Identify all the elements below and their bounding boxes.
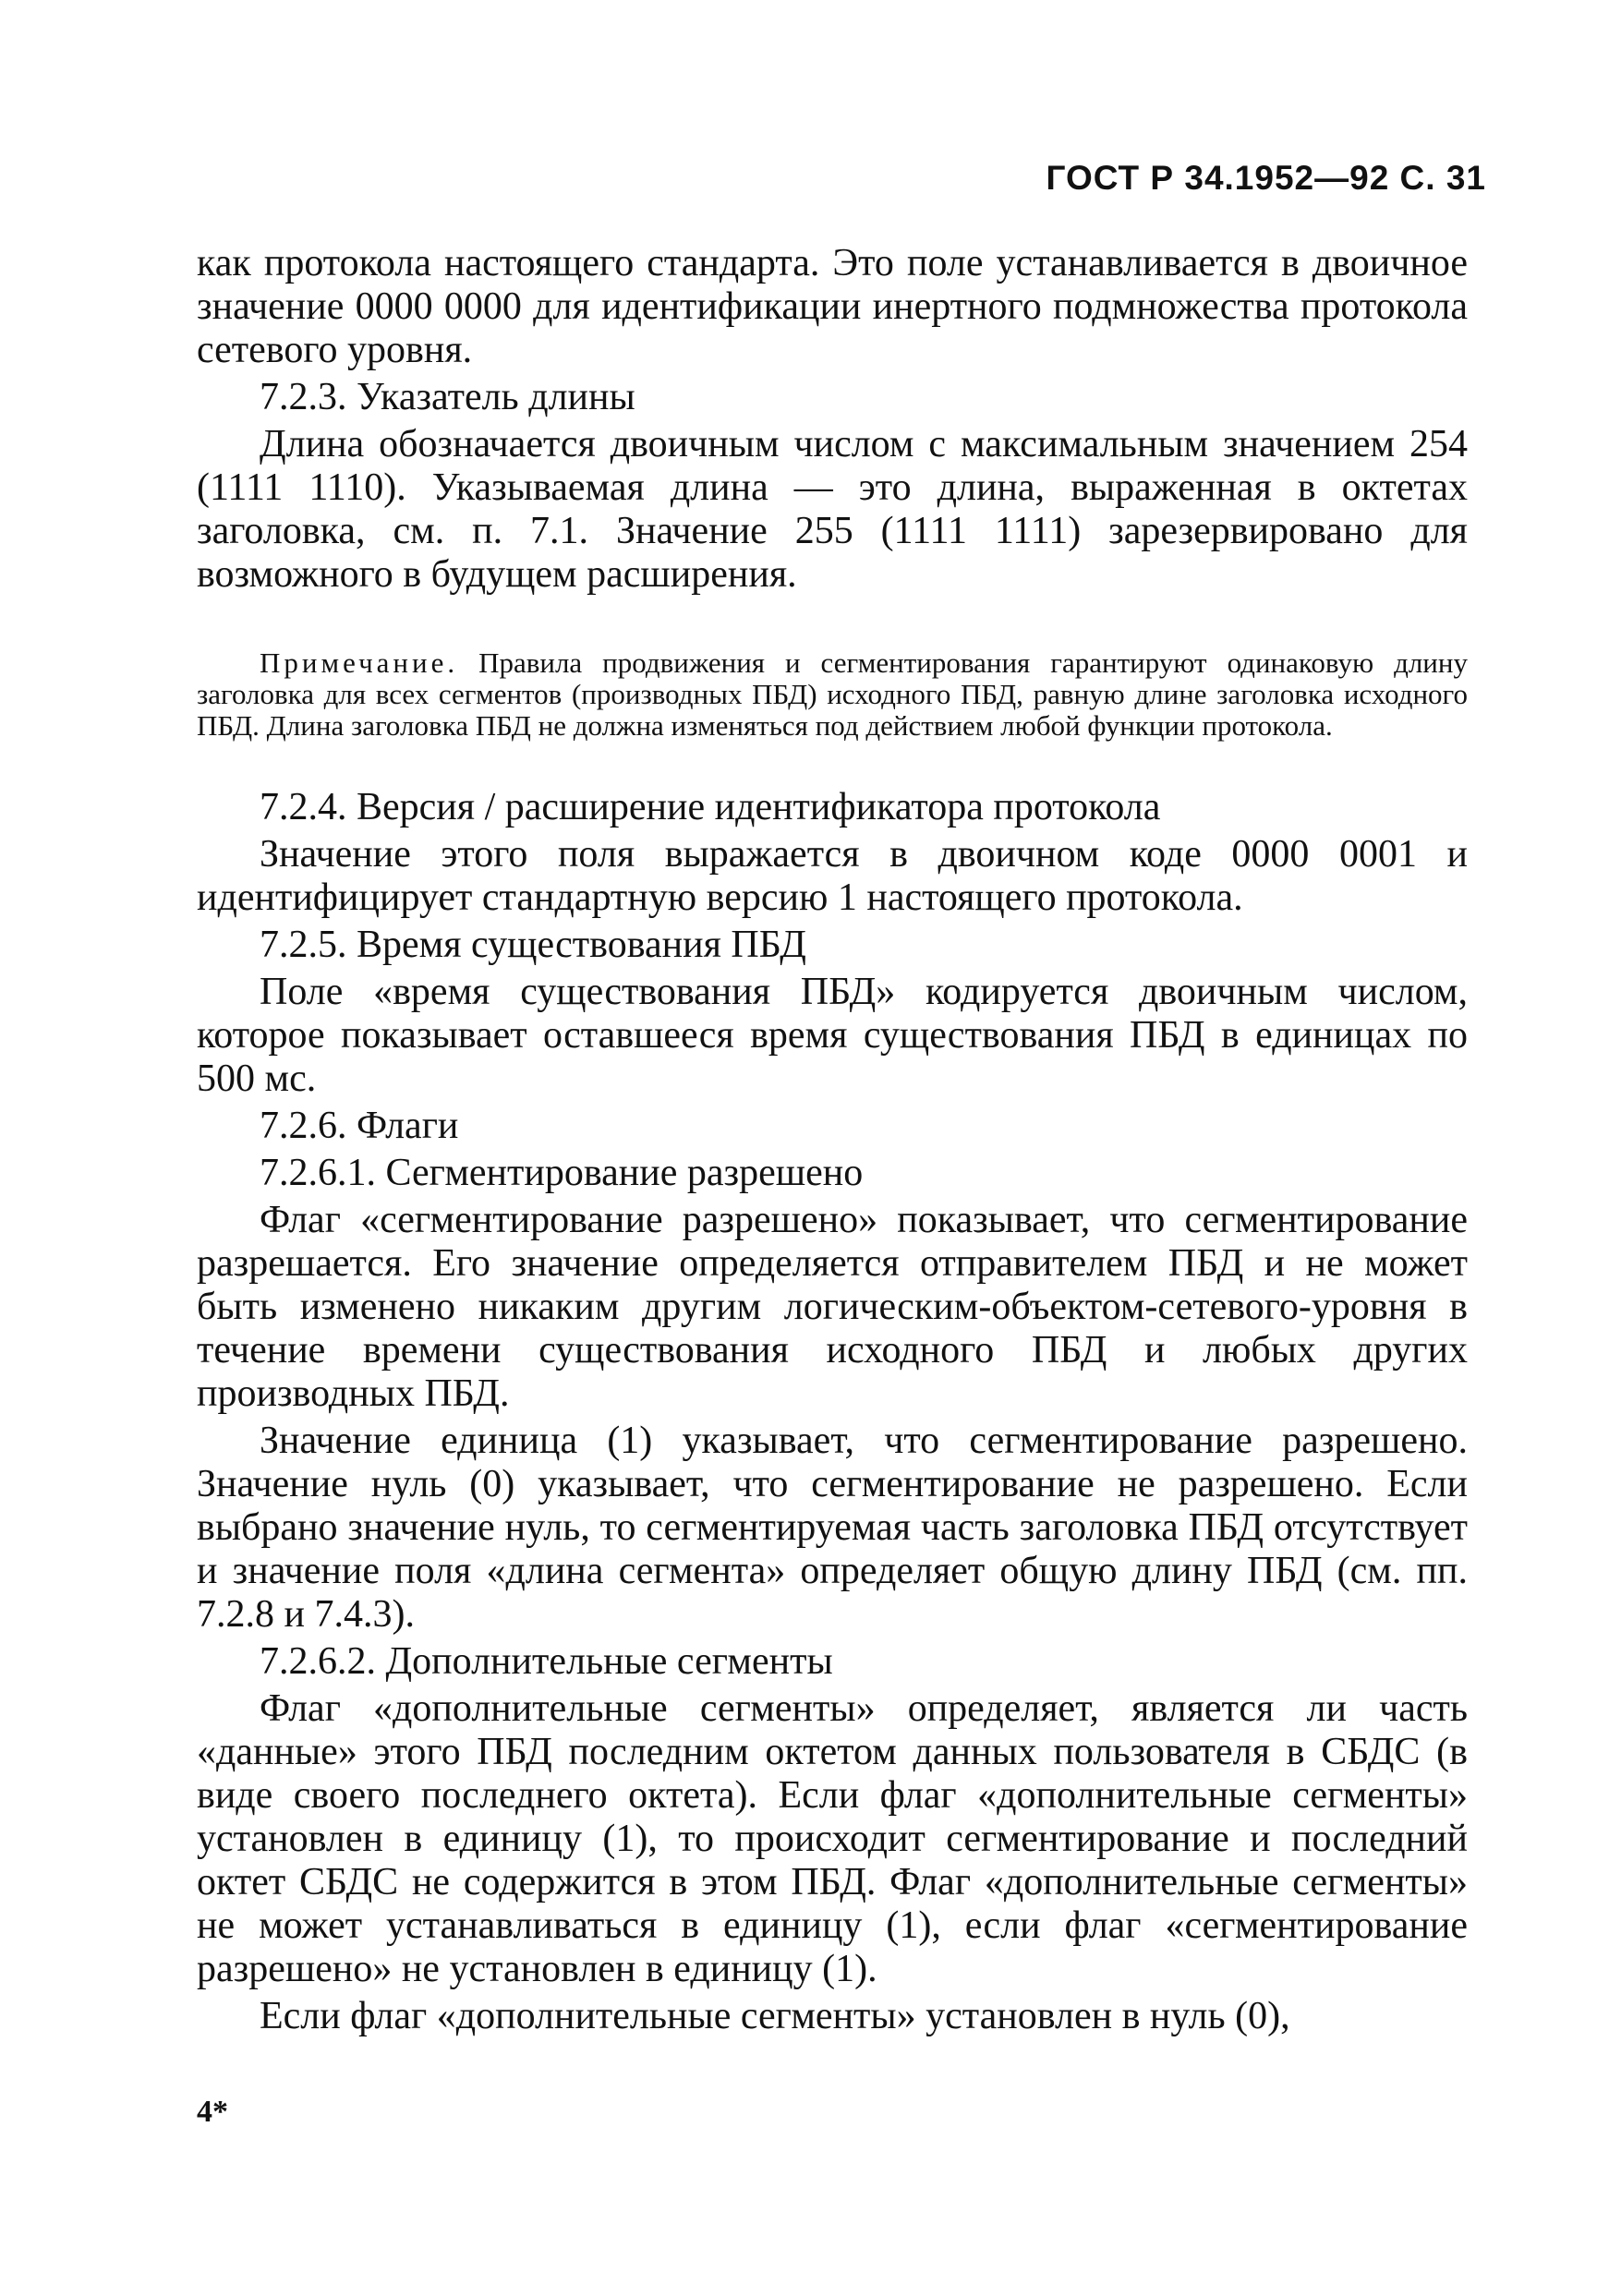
paragraph-lifetime: Поле «время существования ПБД» кодируется двоичным числом, которое показывает оставшееся время существования ПБД в единицах по 500 мс. <box>197 971 1468 1100</box>
paragraph-segmentation-values: Значение единица (1) указывает, что сегментирование разрешено. Значение нуль (0) указывает, что сегментирование не разрешено. Если выбрано значение нуль, то сегментируемая часть заголовка ПБД отсутствует и значение поля «длина сегмента» определяет общую длину ПБД (см. пп. 7.2.8 и 7.4.3). <box>197 1420 1468 1636</box>
section-heading-7-2-6: 7.2.6. Флаги <box>260 1105 459 1147</box>
section-heading-7-2-4: 7.2.4. Версия / расширение идентификатора протокола <box>260 786 1161 828</box>
section-heading-7-2-5: 7.2.5. Время существования ПБД <box>260 924 806 966</box>
signature-mark: 4* <box>197 2095 228 2129</box>
paragraph-segmentation-flag: Флаг «сегментирование разрешено» показывает, что сегментирование разрешается. Его значение определяется отправителем ПБД и не может быть изменено никаким другим логическим-объектом-сетевого-уровня в течение времени существования исходного ПБД и любых других производных ПБД. <box>197 1199 1468 1415</box>
document-body <box>197 242 1468 2042</box>
section-heading-7-2-3: 7.2.3. Указатель длины <box>260 376 635 418</box>
page-header: ГОСТ Р 34.1952—92 С. 31 <box>1046 159 1486 197</box>
note-block <box>197 647 1468 742</box>
paragraph-more-segments: Флаг «дополнительные сегменты» определяет, является ли часть «данные» этого ПБД последним октетом данных пользователя в СБДС (в виде своего последнего октета). Если флаг «дополнительные сегменты» установлен в единицу (1), то происходит сегментирование и последний октет СБДС не содержится в этом ПБД. Флаг «дополнительные сегменты» не может устанавливаться в единицу (1), если флаг «сегментирование разрешено» не установлен в единицу (1). <box>197 1687 1468 1990</box>
paragraph-length-indicator: Длина обозначается двоичным числом с максимальным значением 254 (1111 1110). Указываемая длина — это длина, выраженная в октетах заголовка, см. п. 7.1. Значение 255 (1111 1111) зарезервировано для возможного в будущем расширения. <box>197 423 1468 596</box>
paragraph-version: Значение этого поля выражается в двоичном коде 0000 0001 и идентифицирует стандартную версию 1 настоящего протокола. <box>197 833 1468 919</box>
paragraph-protocol-subset: как протокола настоящего стандарта. Это поле устанавливается в двоичное значение 0000 0000 для идентификации инертного подмножества протокола сетевого уровня. <box>197 242 1468 371</box>
note-text: Правила продвижения и сегментирования гарантируют одинаковую длину заголовка для всех сегментов (производных ПБД) исходного ПБД, равную длине заголовка исходного ПБД. Длина заголовка ПБД не должна изменяться под действием любой функции протокола. <box>197 647 1468 742</box>
section-heading-7-2-6-1: 7.2.6.1. Сегментирование разрешено <box>260 1152 864 1194</box>
section-heading-7-2-6-2: 7.2.6.2. Дополнительные сегменты <box>260 1640 833 1683</box>
note-label: Примечание. <box>260 647 459 679</box>
paragraph-more-segments-zero: Если флаг «дополнительные сегменты» установлен в нуль (0), <box>260 1995 1290 2037</box>
